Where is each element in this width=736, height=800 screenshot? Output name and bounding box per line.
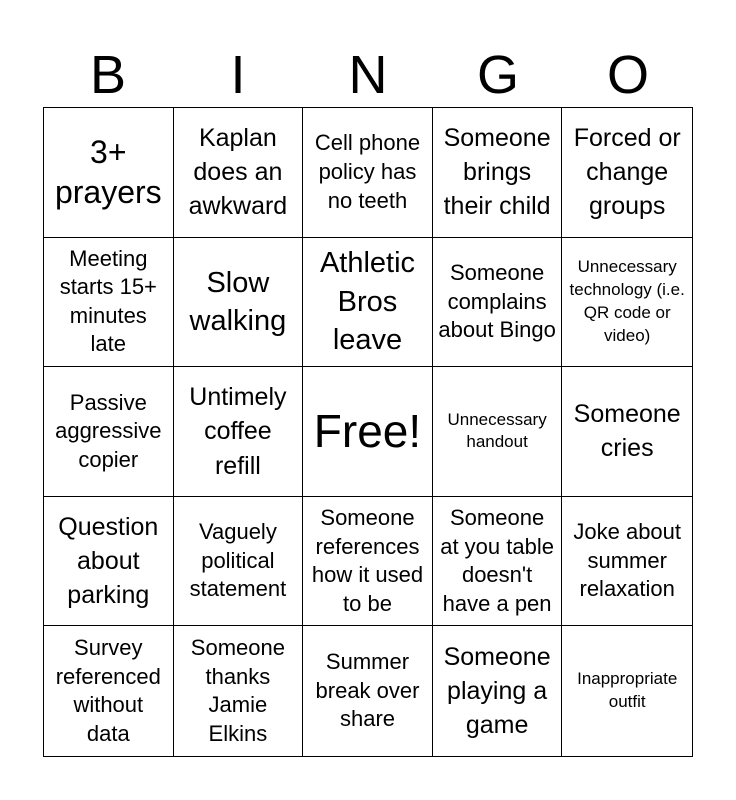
- cell-text: Kaplan does an awkward: [188, 123, 288, 221]
- header-letter-o: O: [606, 45, 649, 105]
- bingo-cell-r5c5[interactable]: [562, 626, 692, 756]
- bingo-cell-r5c4[interactable]: [433, 626, 563, 756]
- cell-text: Untimely coffee refill: [189, 383, 287, 480]
- bingo-cell-r3c4[interactable]: [433, 367, 563, 497]
- bingo-cell-r1c4[interactable]: [433, 108, 563, 238]
- cell-text: Summer break over share: [315, 649, 420, 732]
- header-letter-g: G: [476, 45, 519, 105]
- bingo-cell-r1c3[interactable]: [303, 108, 433, 238]
- bingo-cell-r1c5[interactable]: [562, 108, 692, 238]
- cell-text: Survey referenced without data: [55, 635, 161, 746]
- cell-text: Unnecessary handout: [447, 409, 547, 452]
- bingo-cell-r2c4[interactable]: [433, 238, 563, 368]
- cell-text: Someone at you table doesn't have a pen: [440, 504, 554, 616]
- cell-text: Unnecessary technology (i.e. QR code or video): [569, 257, 685, 345]
- header-letter-i: I: [230, 45, 246, 105]
- bingo-cell-r3c2[interactable]: [174, 367, 304, 497]
- cell-text: Passive aggressive copier: [55, 389, 162, 472]
- bingo-cell-r1c1[interactable]: [44, 108, 174, 238]
- cell-text: Forced or change groups: [573, 123, 681, 221]
- cell-text: Vaguely political statement: [189, 519, 287, 602]
- cell-text: Question about parking: [58, 512, 159, 610]
- header-letter-b: B: [89, 45, 127, 105]
- bingo-cell-free[interactable]: [303, 367, 433, 497]
- bingo-cell-r1c2[interactable]: [174, 108, 304, 238]
- bingo-board: [43, 107, 693, 757]
- cell-text: Meeting starts 15+ minutes late: [59, 245, 157, 357]
- bingo-cell-r3c5[interactable]: [562, 367, 692, 497]
- bingo-cell-r5c3[interactable]: [303, 626, 433, 756]
- bingo-cell-r2c2[interactable]: [174, 238, 304, 368]
- bingo-cell-r5c2[interactable]: [174, 626, 304, 756]
- bingo-cell-r4c1[interactable]: [44, 497, 174, 627]
- free-space-text: Free!: [313, 405, 422, 458]
- cell-text: Someone cries: [573, 400, 681, 463]
- bingo-cell-r2c3[interactable]: [303, 238, 433, 368]
- cell-text: Inappropriate outfit: [577, 669, 678, 712]
- cell-text: Joke about summer relaxation: [573, 519, 682, 602]
- bingo-header: [43, 44, 693, 106]
- header-letter-n: N: [348, 45, 388, 105]
- bingo-cell-r4c3[interactable]: [303, 497, 433, 627]
- bingo-cell-r3c1[interactable]: [44, 367, 174, 497]
- cell-text: Someone brings their child: [443, 123, 551, 221]
- cell-text: Slow walking: [189, 266, 287, 337]
- cell-text: Someone playing a game: [443, 642, 551, 740]
- cell-text: Someone references how it used to be: [311, 504, 424, 616]
- cell-text: Someone complains about Bingo: [438, 260, 556, 343]
- bingo-cell-r2c5[interactable]: [562, 238, 692, 368]
- cell-text: Cell phone policy has no teeth: [314, 130, 421, 213]
- bingo-cell-r4c2[interactable]: [174, 497, 304, 627]
- bingo-cell-r4c4[interactable]: [433, 497, 563, 627]
- bingo-cell-r4c5[interactable]: [562, 497, 692, 627]
- bingo-cell-r5c1[interactable]: [44, 626, 174, 756]
- bingo-cell-r2c1[interactable]: [44, 238, 174, 368]
- cell-text: 3+ prayers: [54, 134, 162, 211]
- cell-text: Athletic Bros leave: [319, 247, 416, 357]
- cell-text: Someone thanks Jamie Elkins: [190, 635, 285, 746]
